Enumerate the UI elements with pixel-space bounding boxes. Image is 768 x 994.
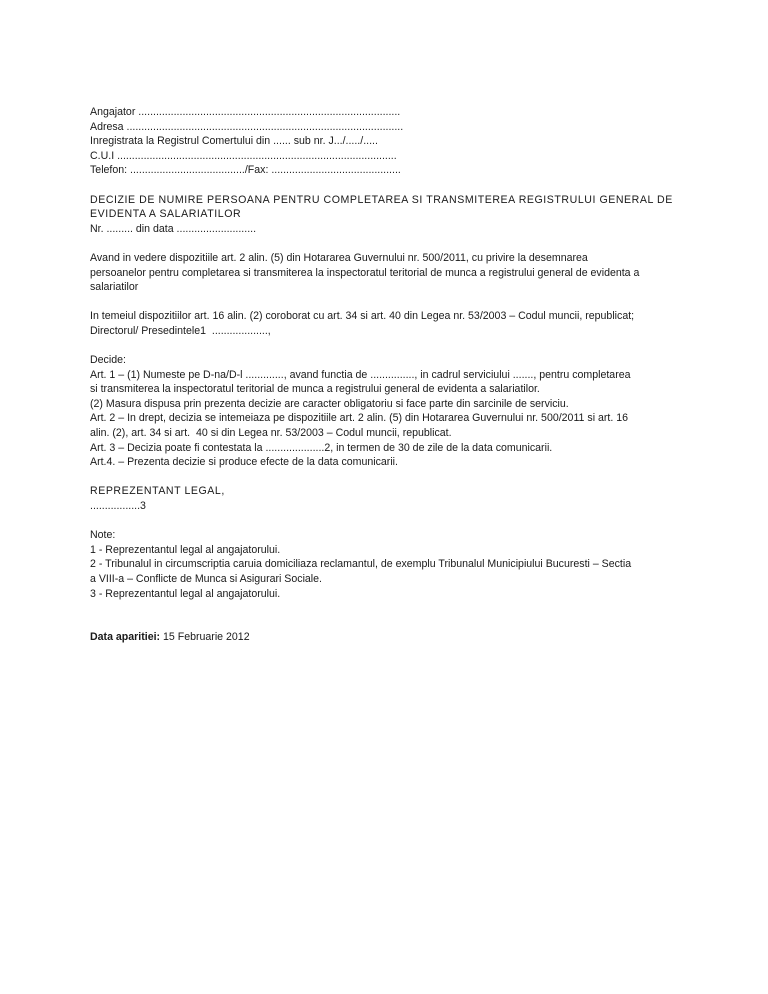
paragraph-line: persoanelor pentru completarea si transmiterea la inspectoratul teritorial de munca a registrului general de evidenta a xyxy=(90,266,640,279)
article-line: Art. 3 – Decizia poate fi contestata la ....................2, in termen de 30 de zile de la data comunicarii. xyxy=(90,441,553,454)
document-body xyxy=(90,105,690,645)
spacer xyxy=(90,339,690,354)
article-line: (2) Masura dispusa prin prezenta decizie are caracter obligatoriu si face parte din sarcinile de serviciu. xyxy=(90,397,569,410)
employer-line: Angajator ......................................................................................... xyxy=(90,106,401,118)
paragraph-line: Directorul/ Presedintele1 ..................., xyxy=(90,324,271,337)
title-line-2: EVIDENTA A SALARIATILOR xyxy=(90,208,242,221)
paragraph-line: In temeiul dispozitiilor art. 16 alin. (2) coroborat cu art. 34 si art. 40 din Legea nr. 53/2003 – Codul muncii, republicat; xyxy=(90,310,635,323)
legal-basis-paragraph xyxy=(90,309,690,338)
cui-line: C.U.I ............................................................................................... xyxy=(90,149,397,162)
decision-articles xyxy=(90,353,690,470)
decide-heading: Decide: xyxy=(90,354,126,367)
title-line-1: DECIZIE DE NUMIRE PERSOANA PENTRU COMPLETAREA SI TRANSMITEREA REGISTRULUI GENERAL DE xyxy=(90,193,673,206)
address-line: Adresa .............................................................................................. xyxy=(90,120,404,133)
spacer xyxy=(90,470,690,485)
spacer xyxy=(90,178,690,193)
notes-heading: Note: xyxy=(90,529,116,542)
publication-date xyxy=(90,630,690,645)
note-line: a VIII-a – Conflicte de Munca si Asigurari Sociale. xyxy=(90,573,322,585)
signature-label: REPREZENTANT LEGAL, xyxy=(90,485,225,498)
article-line: alin. (2), art. 34 si art. 40 si din Legea nr. 53/2003 – Codul muncii, republicat. xyxy=(90,427,452,440)
spacer xyxy=(90,514,690,529)
employer-header xyxy=(90,105,690,178)
paragraph-line: salariatilor xyxy=(90,281,139,294)
registry-line: Inregistrata la Registrul Comertului din ...... sub nr. J.../...../..... xyxy=(90,135,378,148)
notes-section xyxy=(90,528,690,601)
publication-date-value: 15 Februarie 2012 xyxy=(160,631,250,644)
note-line: 2 - Tribunalul in circumscriptia caruia domiciliaza reclamantul, de exemplu Tribunalul Municipiului Bucuresti – Sectia xyxy=(90,558,632,571)
article-line: Art. 1 – (1) Numeste pe D-na/D-l ............., avand functia de ..............., in cadrul serviciului ......., pentru completarea xyxy=(90,368,631,381)
note-line: 3 - Reprezentantul legal al angajatorului. xyxy=(90,587,281,600)
note-line: 1 - Reprezentantul legal al angajatorului. xyxy=(90,543,281,556)
paragraph-line: Avand in vedere dispozitiile art. 2 alin. (5) din Hotararea Guvernului nr. 500/2011, cu privire la desemnarea xyxy=(90,251,588,264)
publication-date-label: Data aparitiei: xyxy=(90,631,161,644)
signature-line: .................3 xyxy=(90,500,146,513)
spacer xyxy=(90,295,690,310)
number-date-line: Nr. ......... din data ........................... xyxy=(90,222,257,235)
article-line: Art.4. – Prezenta decizie si produce efecte de la data comunicarii. xyxy=(90,456,398,469)
signature-block xyxy=(90,484,690,513)
spacer xyxy=(90,236,690,251)
article-line: Art. 2 – In drept, decizia se intemeiaza pe dispozitiile art. 2 alin. (5) din Hotararea Guvernului nr. 500/2011 si art. 16 xyxy=(90,412,629,425)
phone-fax-line: Telefon: ......................................./Fax: ............................................ xyxy=(90,164,401,177)
decision-title xyxy=(90,193,690,237)
article-line: si transmiterea la inspectoratul teritorial de munca a registrului general de evidenta a salariatilor. xyxy=(90,383,540,396)
considering-paragraph xyxy=(90,251,690,295)
